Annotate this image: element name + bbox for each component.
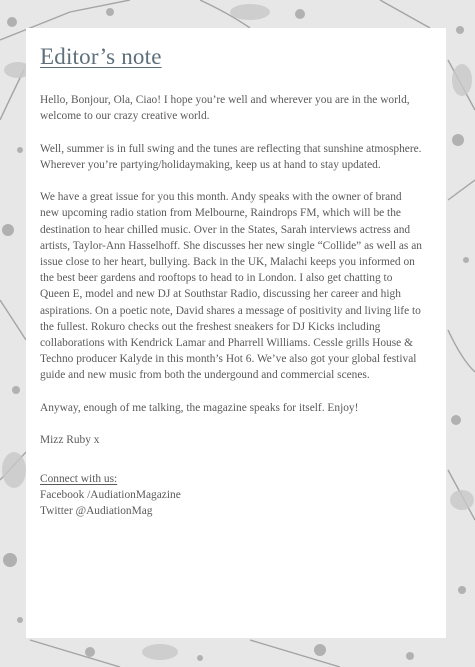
summer-paragraph: Well, summer is in full swing and the tunes are reflecting that sunshine atmosphere. Wherever you’re partying/holidaymaking, keep us at hand to stay updated. — [40, 142, 422, 171]
twitter-handle: Twitter @AudiationMag — [40, 505, 153, 518]
connect-section — [40, 471, 422, 519]
intro-paragraph: Hello, Bonjour, Ola, Ciao! I hope you’re well and wherever you are in the world, welcome to our crazy creative world. — [40, 94, 410, 123]
issue-summary-paragraph: We have a great issue for you this month. Andy speaks with the owner of brand new upcoming radio station from Melbourne, Raindrops FM, which will be the destination to hear chilled music. Over in the States, Sarah interviews actress and artists, Taylor-Ann Hasselhoff. She discusses her new single “Collide” as well as an issue close to her heart, bullying. Back in the UK, Malachi keeps you informed on the best beer gardens and rooftops to head to in London. I also get chatting to Queen E, model and new DJ at Southstar Radio, discussing her career and high aspirations. On a poetic note, David shares a message of positivity and living life to the fullest. Rokuro checks out the freshest sneakers for DJ Kicks including collaborations with Kendrick Lamar and Pharrell Williams. Cessle grills House & Techno producer Kalyde in this month’s Hot 6. We’ve also got your global festival guide and new music from both the undergound and commercial scenes. — [40, 191, 422, 382]
editor-note-body — [40, 92, 422, 519]
connect-heading: Connect with us: — [40, 473, 118, 486]
signature: Mizz Ruby x — [40, 434, 100, 447]
page-title: Editor’s note — [40, 44, 162, 69]
closing-paragraph: Anyway, enough of me talking, the magazine speaks for itself. Enjoy! — [40, 401, 359, 414]
facebook-handle: Facebook /AudiationMagazine — [40, 489, 181, 502]
